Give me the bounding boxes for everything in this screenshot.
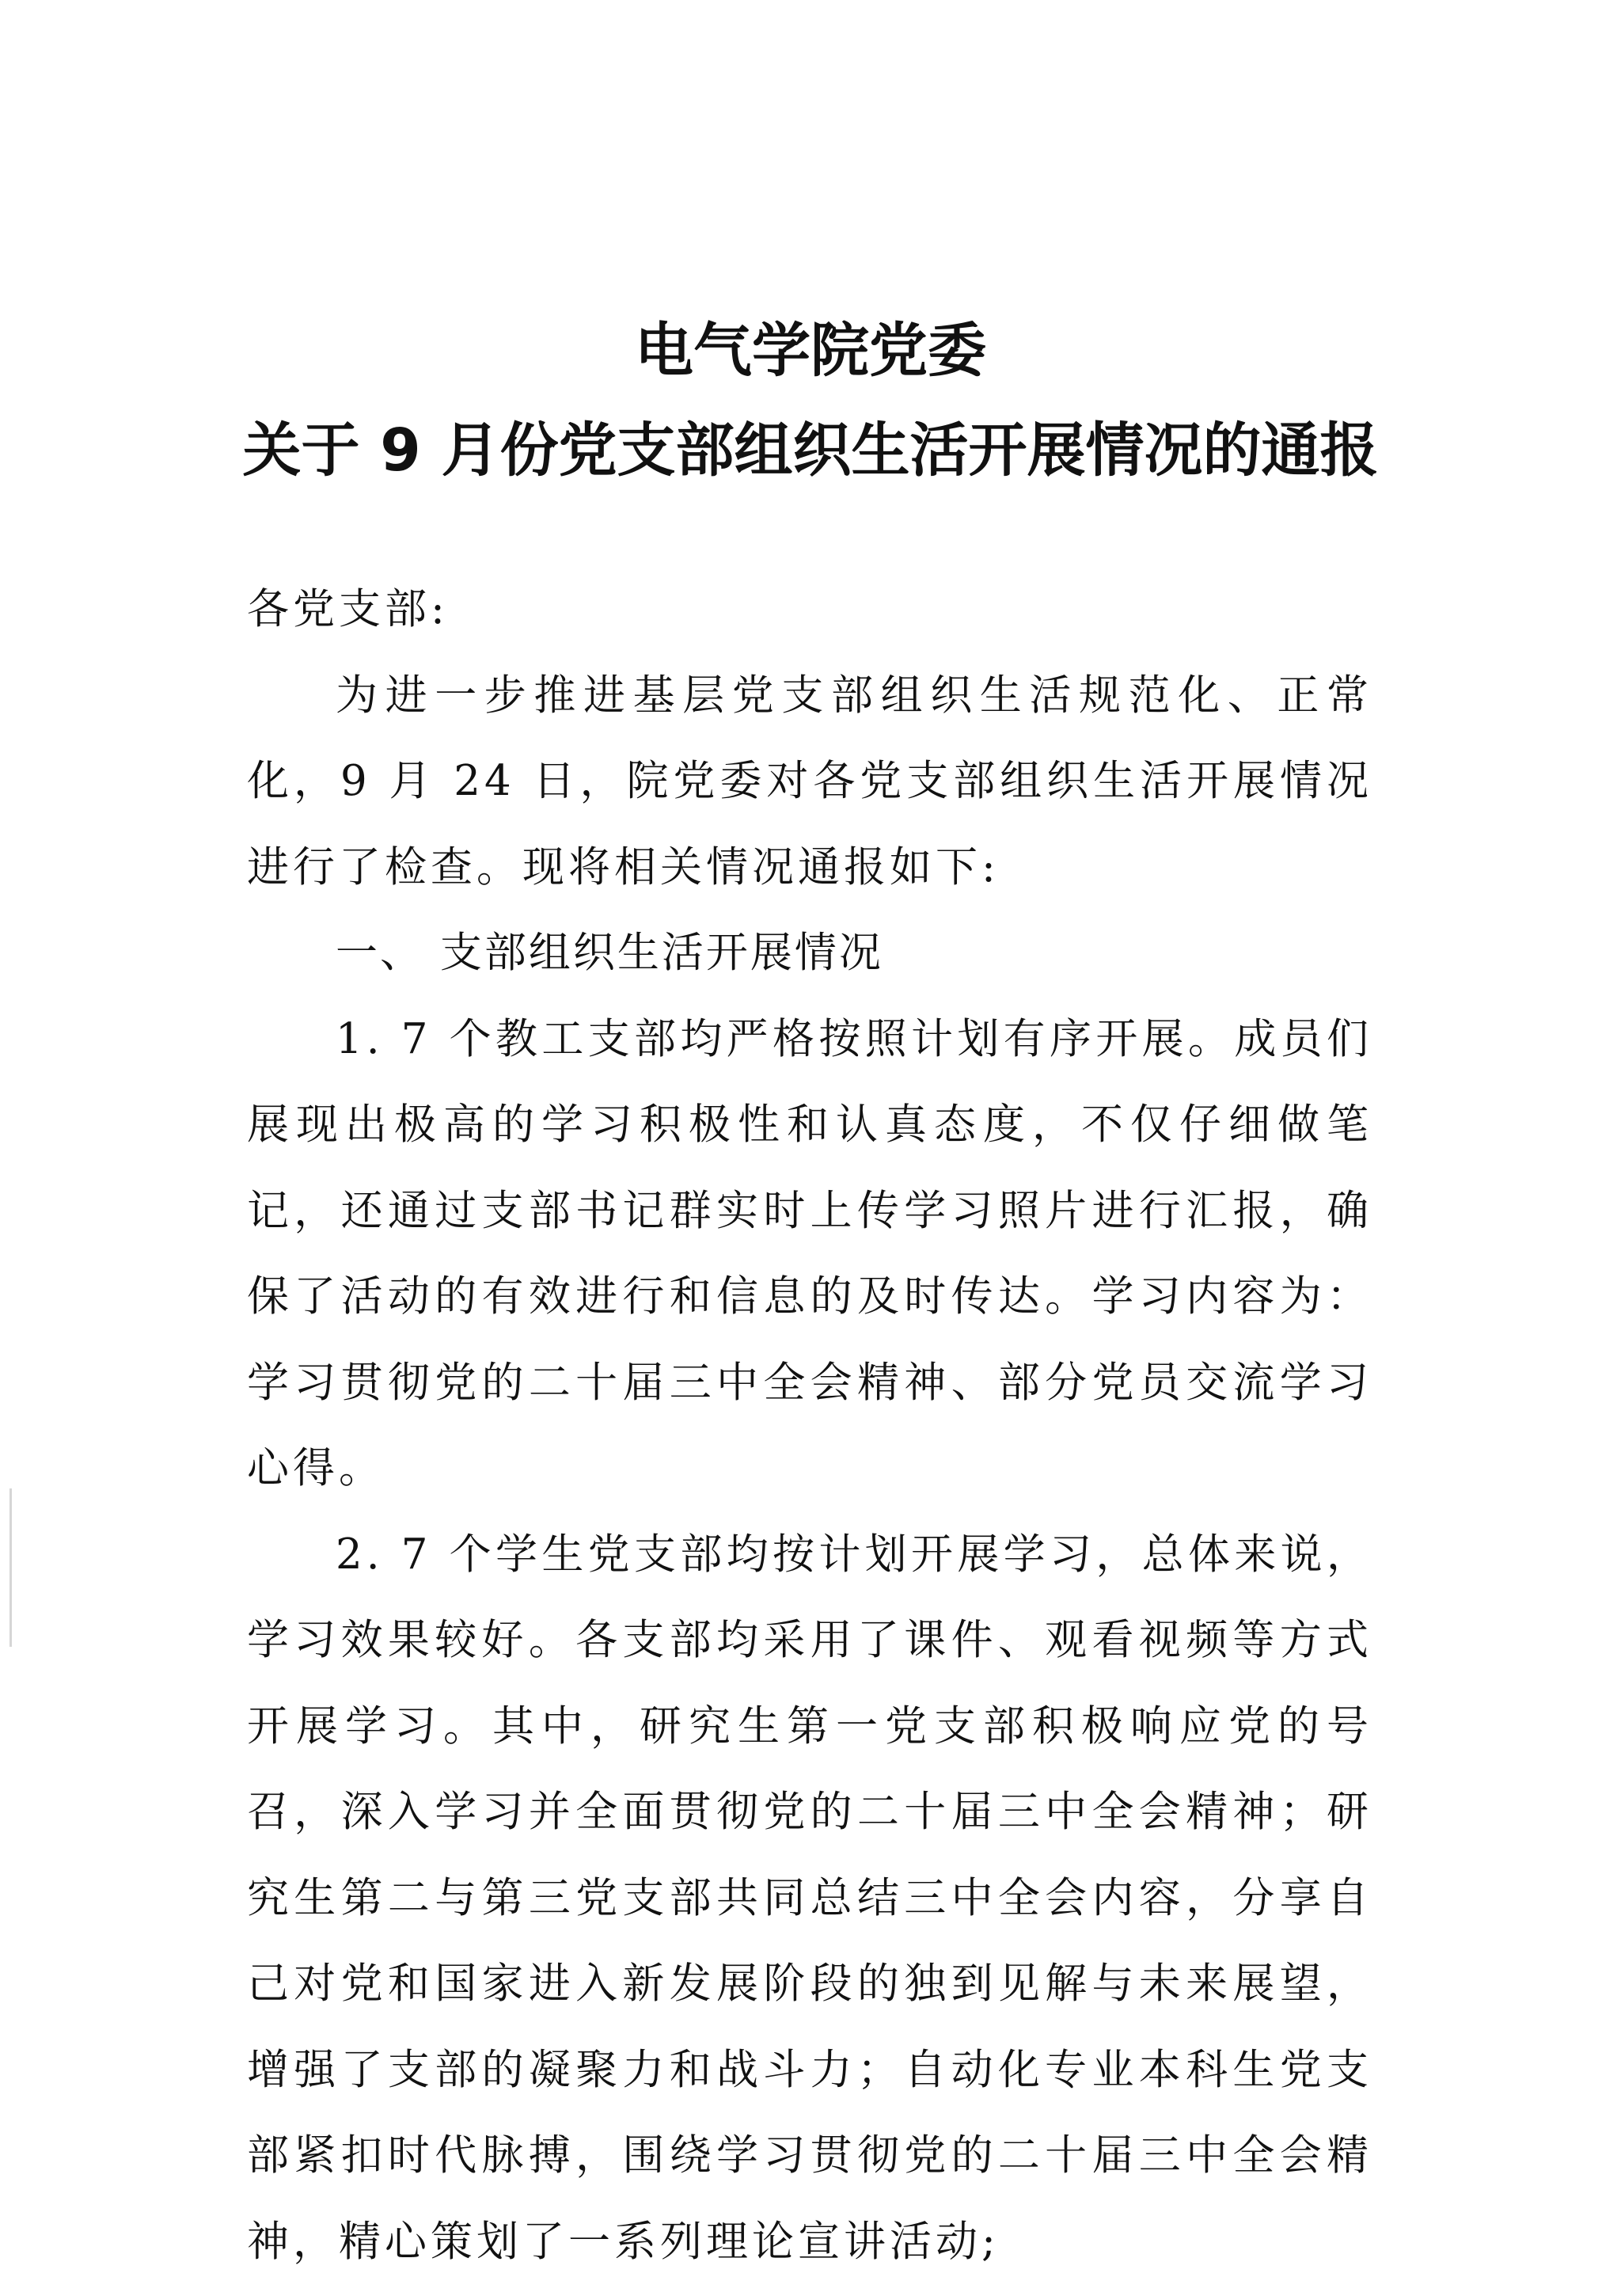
title-line-subject: 关于 9 月份党支部组织生活开展情况的通报 — [242, 416, 1379, 485]
salutation: 各党支部: — [247, 585, 449, 633]
intro-paragraph: 为进一步推进基层党支部组织生活规范化、正常化，9 月 24 日，院党委对各党支部组织生活开展情况进行了检查。现将相关情况通报如下: — [247, 671, 1372, 891]
document-body — [247, 567, 1372, 2285]
section-heading: 一、 支部组织生活开展情况 — [336, 929, 883, 977]
scan-edge-mark — [9, 1488, 12, 1647]
document-title — [0, 301, 1621, 500]
title-line-issuer: 电气学院党委 — [635, 317, 986, 385]
paragraph-staff-branches: 1. 7 个教工支部均严格按照计划有序开展。成员们展现出极高的学习积极性和认真态度，不仅仔细做笔记，还通过支部书记群实时上传学习照片进行汇报，确保了活动的有效进行和信息的及时传达。学习内容为：学习贯彻党的二十届三中全会精神、部分党员交流学习心得。 — [247, 1014, 1372, 1492]
paragraph-student-branches: 2. 7 个学生党支部均按计划开展学习，总体来说，学习效果较好。各支部均采用了课件、观看视频等方式开展学习。其中，研究生第一党支部积极响应党的号召，深入学习并全面贯彻党的二十届三中全会精神；研究生第二与第三党支部共同总结三中全会内容，分享自己对党和国家进入新发展阶段的独到见解与未来展望，增强了支部的凝聚力和战斗力；自动化专业本科生党支部紧扣时代脉搏，围绕学习贯彻党的二十届三中全会精神，精心策划了一系列理论宣讲活动; — [247, 1530, 1372, 2266]
